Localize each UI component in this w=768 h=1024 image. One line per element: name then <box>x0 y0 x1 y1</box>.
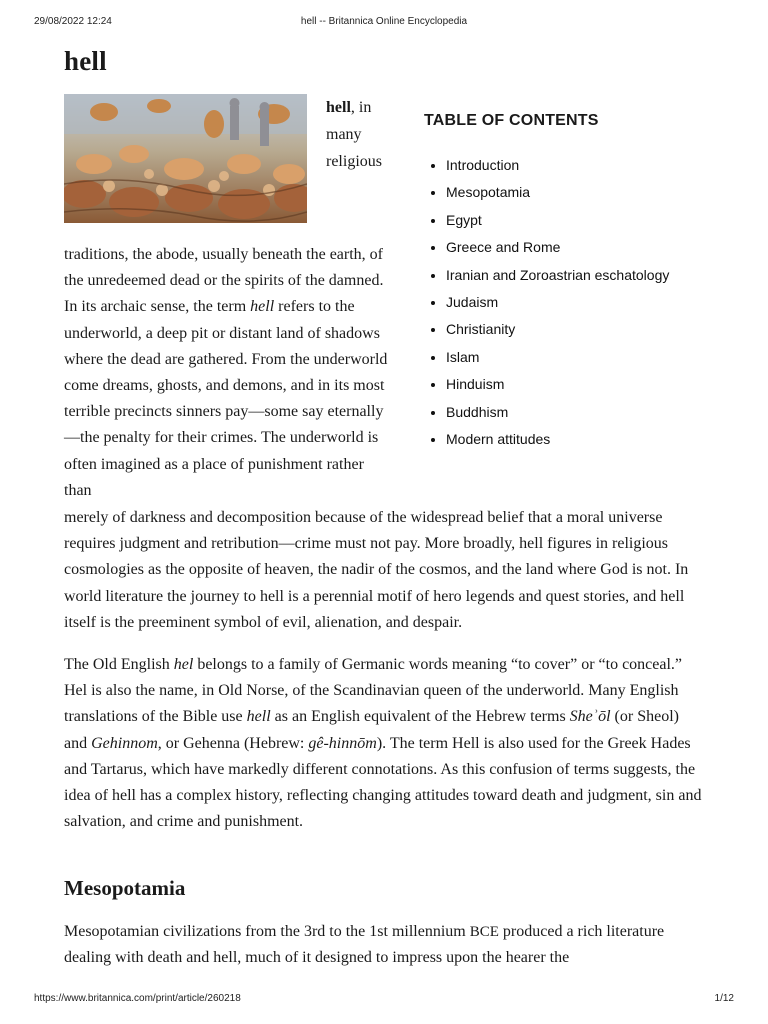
toc-list <box>424 152 744 453</box>
section-heading-mesopotamia: Mesopotamia <box>64 876 186 900</box>
term-hell: hell <box>250 298 275 316</box>
toc-item-egypt[interactable]: • Egypt <box>446 207 744 234</box>
table-of-contents <box>424 112 744 453</box>
page-number: 1/12 <box>714 993 734 1004</box>
toc-item-islam[interactable]: • Islam <box>446 344 744 371</box>
toc-item-judaism[interactable]: • Judaism <box>446 289 744 316</box>
article-title: hell <box>64 46 107 76</box>
print-footer <box>34 993 734 1009</box>
toc-item-christianity[interactable]: • Christianity <box>446 316 744 343</box>
toc-item-modern-attitudes[interactable]: • Modern attitudes <box>446 426 744 453</box>
toc-item-hinduism[interactable]: • Hinduism <box>446 371 744 398</box>
painting-image <box>64 94 307 223</box>
intro-paragraph-part1: traditions, the abode, usually beneath the earth, of the unredeemed dead or the spirits of the damned. In its archaic sense, the term hell refers to the underworld, a deep pit or distant land of shadows where the dead are gathered. From the underworld come dreams, ghosts, and demons, and in its most terrible precincts sinners pay—some say eternally—the penalty for their crimes. The underworld is often imagined as a place of punishment rather than <box>64 246 388 499</box>
lead-term: hell <box>326 99 351 116</box>
toc-heading: TABLE OF CONTENTS <box>424 112 599 129</box>
toc-item-iranian[interactable]: • Iranian and Zoroastrian eschatology <box>446 262 744 289</box>
toc-item-greece-rome[interactable]: • Greece and Rome <box>446 234 744 261</box>
print-header <box>34 16 734 32</box>
etymology-paragraph: The Old English hel belongs to a family of Germanic words meaning “to cover” or “to conceal.” Hel is also the name, in Old Norse, of the Scandinavian queen of the underworld. Many English translations of the Bible use hell as an English equivalent of the Hebrew terms Sheʾōl (or Sheol) and Gehinnom, or Gehenna (Hebrew: gê-hinnōm). The term Hell is also used for the Greek Hades and Tartarus, which have markedly different connotations. As this confusion of terms suggests, the idea of hell has a complex history, reflecting changing attitudes toward death and judgment, sin and salvation, and crime and punishment. <box>64 656 702 831</box>
toc-item-buddhism[interactable]: • Buddhism <box>446 399 744 426</box>
toc-item-introduction[interactable]: • Introduction <box>446 152 744 179</box>
mesopotamia-paragraph: Mesopotamian civilizations from the 3rd to the 1st millennium BCE produced a rich literature dealing with death and hell, much of it designed to impress upon the hearer the <box>64 923 665 967</box>
lead-text <box>326 94 396 175</box>
lead-after: , in many religious <box>326 99 382 170</box>
print-datetime: 29/08/2022 12:24 <box>34 16 112 27</box>
print-url: https://www.britannica.com/print/article/260218 <box>34 993 241 1004</box>
era-label: BCE <box>469 924 499 940</box>
intro-paragraph-part2: merely of darkness and decomposition because of the widespread belief that a moral universe requires judgment and retribution—crime must not pay. More broadly, hell figures in religious cosmologies as the opposite of heaven, the nadir of the cosmos, and the land where God is not. In world literature the journey to hell is a perennial motif of hero legends and quest stories, and hell itself is the preeminent symbol of evil, alienation, and despair. <box>64 509 689 631</box>
print-page-title: hell -- Britannica Online Encyclopedia <box>300 16 468 27</box>
toc-item-mesopotamia[interactable]: • Mesopotamia <box>446 179 744 206</box>
